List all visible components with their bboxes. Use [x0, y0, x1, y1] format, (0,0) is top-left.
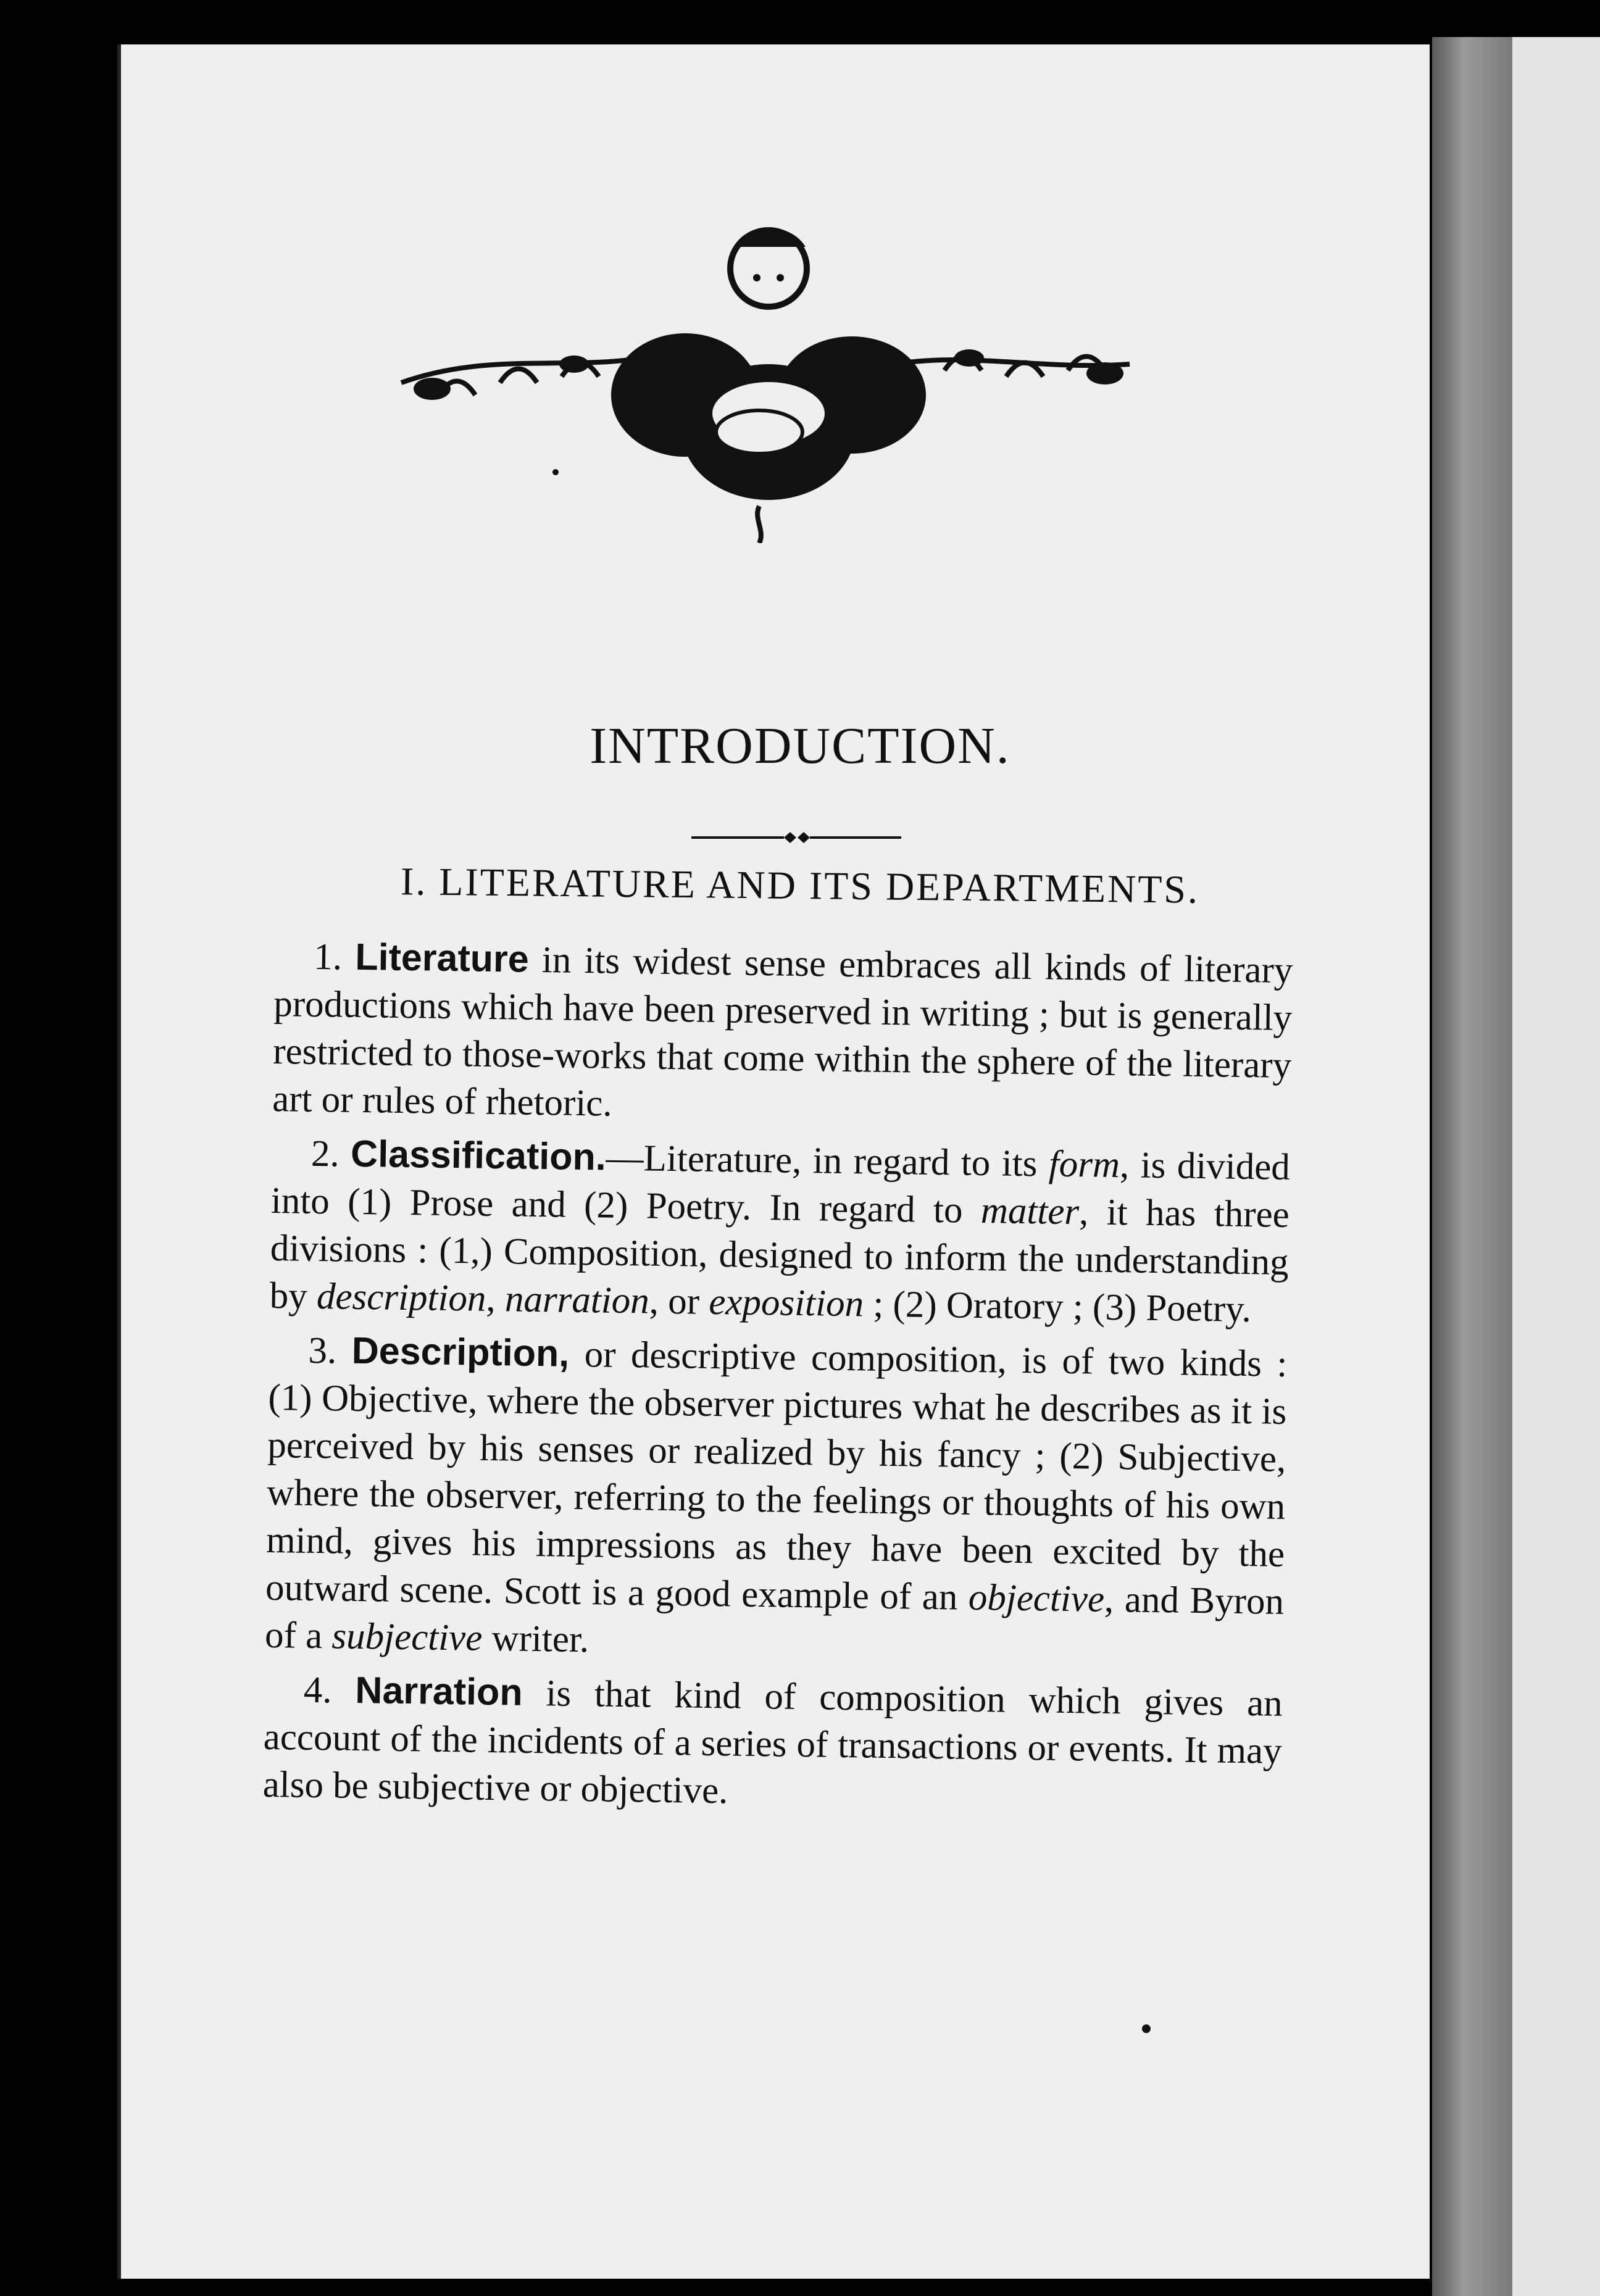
paragraph-number: 2.: [310, 1133, 340, 1175]
paragraph-text: ,: [486, 1278, 506, 1320]
paragraph-term: Description,: [351, 1329, 570, 1375]
italic-term: exposition: [708, 1281, 864, 1325]
paragraph-text: in its widest sense embraces all kinds of literary productions which have been preserved in writing ; but is generally restricted to those-works that come within the sphere of the literary art or rules of rhetoric.: [272, 939, 1293, 1125]
paragraph-text: , is divided into (1) Prose and (2) Poetry. In regard to: [270, 1144, 1291, 1232]
body-text: [262, 932, 1293, 1829]
cherub-ornament-icon: [364, 210, 1167, 543]
page-title: INTRODUCTION.: [590, 717, 1010, 775]
italic-term: form: [1048, 1143, 1120, 1186]
paragraph-term: Literature: [354, 935, 530, 980]
italic-term: narration: [504, 1278, 650, 1322]
paragraph-term: Classification.: [350, 1132, 607, 1178]
paragraph-text: ; (2) Oratory ; (3) Poetry.: [863, 1283, 1252, 1331]
paragraph-number: 3.: [308, 1329, 337, 1372]
paragraph-classification: [269, 1129, 1290, 1334]
paragraph-text: or descriptive composition, is of two kinds : (1) Objective, where the observer pictures what he describes as it is perceived by his senses or realized by his fancy ; (2) Subjective, where the observer, referring to the feelings or thoughts of his own mind, gives his impressions as they have been excited by the outward scene. Scott is a good example of an: [265, 1333, 1288, 1618]
paragraph-narration: [262, 1665, 1283, 1823]
facing-page-edge: [1512, 37, 1600, 2296]
paragraph-description: [265, 1326, 1288, 1673]
italic-term: subjective: [331, 1615, 483, 1659]
paragraph-text: , it has three divisions : (1,) Composition, designed to inform the understanding by: [269, 1191, 1290, 1318]
paragraph-number: 4.: [303, 1669, 333, 1712]
divider-rule: [691, 828, 901, 847]
print-speck: [552, 469, 559, 475]
paragraph-text: , or: [649, 1280, 709, 1323]
book-spine-shadow: [1432, 37, 1512, 2296]
paragraph-number: 1.: [313, 936, 343, 978]
paragraph-text: writer.: [481, 1617, 590, 1661]
paragraph-literature: [272, 932, 1293, 1137]
italic-term: description: [316, 1276, 486, 1320]
paragraph-text: —Literature, in regard to its: [606, 1137, 1049, 1185]
paragraph-text: is that kind of composition which gives an account of the incidents of a series of transactions or events. It may also be subjective or objective.: [262, 1672, 1283, 1812]
section-heading: I. LITERATURE AND ITS DEPARTMENTS.: [400, 859, 1200, 912]
print-speck: [1142, 2024, 1151, 2033]
paragraph-term: Narration: [355, 1668, 523, 1713]
italic-term: objective: [968, 1576, 1105, 1620]
italic-term: matter: [980, 1190, 1080, 1233]
paragraph-text: , and Byron of a: [264, 1578, 1285, 1657]
